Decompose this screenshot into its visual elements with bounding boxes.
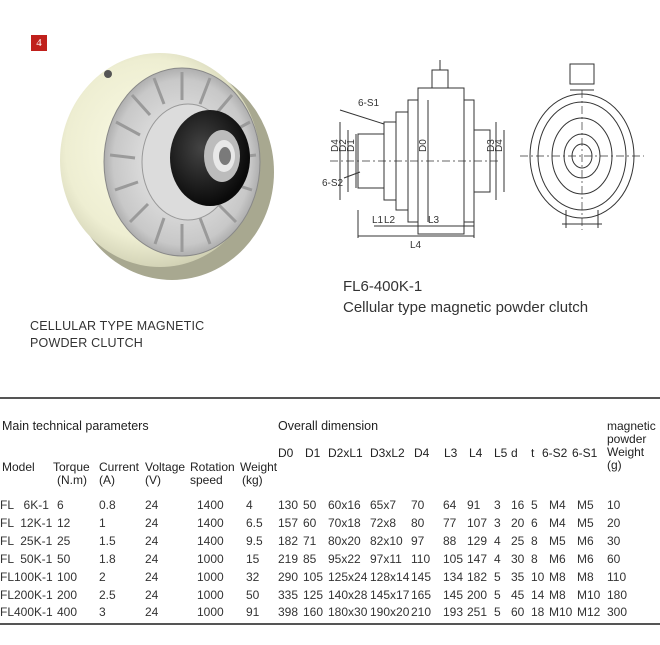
table-cell: 65x7: [370, 498, 397, 512]
table-cell: 157: [278, 515, 299, 530]
table-row-model: FL 6K-1: [0, 498, 49, 512]
table-cell: 6.5: [246, 515, 263, 530]
table-cell: 290: [278, 569, 299, 584]
table-cell: 16: [511, 498, 525, 512]
table-cell: 200: [57, 587, 78, 602]
table-cell: M8: [549, 569, 566, 584]
label-d0: D0: [418, 139, 429, 152]
table-cell: 50: [303, 498, 317, 512]
table-cell: 88: [443, 533, 457, 548]
table-cell: 4: [246, 498, 253, 512]
table-cell: 50: [57, 551, 71, 566]
photo-caption: [30, 318, 204, 352]
table-cell: 8: [531, 551, 538, 566]
table-cell: 35: [511, 569, 525, 584]
table-cell: 400: [57, 605, 78, 620]
label-s2: 6-S2: [322, 178, 344, 189]
label-l2: L2: [384, 215, 396, 226]
label-l3: L3: [428, 215, 440, 226]
table-cell: M12: [577, 605, 601, 620]
table-cell: 45: [511, 587, 525, 602]
photo-caption-line2: POWDER CLUTCH: [30, 336, 144, 350]
col-voltage: Voltage: [145, 460, 186, 474]
col-rotation: Rotation: [190, 460, 235, 474]
table-cell: 107: [467, 515, 488, 530]
col-d0: D0: [278, 446, 294, 460]
table-cell: 10: [531, 569, 545, 584]
dimension-drawing: [300, 60, 660, 260]
table-cell: 1400: [197, 533, 224, 548]
table-cell: 180x30: [328, 605, 368, 620]
table-cell: 129: [467, 533, 488, 548]
table-cell: 91: [246, 605, 260, 620]
table-cell: 5: [494, 605, 501, 620]
table-cell: 398: [278, 605, 299, 620]
col-l4: L4: [469, 446, 483, 460]
table-cell: M8: [549, 587, 566, 602]
table-row-model: FL 25K-1: [0, 533, 53, 548]
table-cell: 2: [99, 569, 106, 584]
table-cell: 77: [443, 515, 457, 530]
col-l3: L3: [444, 446, 458, 460]
col-weight-unit: (kg): [242, 473, 263, 487]
table-cell: 1.8: [99, 551, 116, 566]
table-cell: 10: [607, 498, 621, 512]
table-row-model: FL 12K-1: [0, 515, 53, 530]
table-cell: 335: [278, 587, 299, 602]
col-d4: D4: [414, 446, 430, 460]
col-d3l2: D3xL2: [370, 446, 405, 460]
table-cell: 32: [246, 569, 260, 584]
table-cell: 5: [494, 569, 501, 584]
table-cell: 3: [494, 515, 501, 530]
label-d3: D3: [486, 139, 497, 152]
table-cell: 1000: [197, 569, 224, 584]
col-model: Model: [2, 460, 35, 474]
table-cell: M8: [577, 569, 594, 584]
table-cell: 1000: [197, 587, 224, 602]
table-cell: 30: [511, 551, 525, 566]
table-cell: 71: [303, 533, 317, 548]
table-cell: M4: [549, 515, 566, 530]
table-cell: 80: [411, 515, 425, 530]
table-cell: 80x20: [328, 533, 361, 548]
table-cell: 300: [607, 605, 628, 620]
photo-caption-line1: CELLULAR TYPE MAGNETIC: [30, 319, 205, 333]
col-s1: 6-S1: [572, 446, 598, 460]
table-cell: 4: [494, 533, 501, 548]
col-s2: 6-S2: [542, 446, 568, 460]
table-cell: 134: [443, 569, 464, 584]
col-d: d: [511, 446, 518, 460]
section-number-badge: 4: [31, 35, 47, 51]
table-cell: 24: [145, 587, 159, 602]
table-cell: M10: [577, 587, 601, 602]
table-bottom-rule: [0, 623, 660, 625]
table-cell: 110: [411, 551, 431, 566]
label-s1: 6-S1: [358, 98, 380, 109]
table-cell: 97: [411, 533, 425, 548]
table-row-model: FL200K-1: [0, 587, 53, 602]
col-l5: L5: [494, 446, 508, 460]
model-description: Cellular type magnetic powder clutch: [343, 299, 589, 316]
col-d2l1: D2xL1: [328, 446, 363, 460]
table-cell: 125: [303, 587, 324, 602]
table-cell: 105: [303, 569, 324, 584]
col-powder-3: Weight: [607, 445, 645, 459]
table-cell: 130: [278, 498, 299, 512]
col-d1: D1: [305, 446, 321, 460]
table-cell: 12: [57, 515, 71, 530]
table-cell: 24: [145, 605, 159, 620]
table-cell: 1.5: [99, 533, 116, 548]
table-cell: 82x10: [370, 533, 403, 548]
label-l4: L4: [410, 240, 422, 251]
table-cell: 180: [607, 587, 628, 602]
col-current: Current: [99, 460, 140, 474]
model-series: FL6-400K-1: [343, 278, 423, 295]
table-cell: M5: [549, 533, 566, 548]
group-main-params: Main technical parameters: [2, 419, 149, 433]
col-powder-2: powder: [607, 432, 647, 446]
table-cell: 60: [511, 605, 525, 620]
table-cell: M6: [577, 551, 594, 566]
table-cell: M5: [577, 498, 594, 512]
table-cell: 190x20: [370, 605, 410, 620]
col-torque: Torque: [53, 460, 90, 474]
table-row-model: FL100K-1: [0, 569, 53, 584]
clutch-product-image: [60, 40, 280, 280]
table-top-rule: [0, 397, 660, 399]
table-cell: 1400: [197, 498, 224, 512]
table-cell: 182: [467, 569, 488, 584]
label-d4-left: D4: [330, 139, 341, 152]
group-overall-dimension: Overall dimension: [278, 419, 379, 433]
label-l1: L1: [372, 215, 384, 226]
table-cell: 70x18: [328, 515, 361, 530]
label-d4-right: D4: [494, 139, 505, 152]
table-cell: M10: [549, 605, 573, 620]
col-rotation-unit: speed: [190, 473, 223, 487]
table-row-model: FL 50K-1: [0, 551, 53, 566]
table-cell: 219: [278, 551, 299, 566]
table-cell: 24: [145, 551, 159, 566]
table-cell: 25: [511, 533, 525, 548]
table-cell: M5: [577, 515, 594, 530]
table-cell: 24: [145, 569, 159, 584]
table-cell: 30: [607, 533, 621, 548]
table-cell: 91: [467, 498, 481, 512]
table-cell: 97x11: [370, 551, 402, 566]
table-cell: 251: [467, 605, 488, 620]
table-cell: 8: [531, 533, 538, 548]
table-cell: 193: [443, 605, 464, 620]
table-cell: 125x24: [328, 569, 368, 584]
table-cell: 1000: [197, 551, 224, 566]
table-cell: 1000: [197, 605, 224, 620]
table-cell: 128x14: [370, 569, 410, 584]
table-cell: 4: [494, 551, 501, 566]
col-powder-4: (g): [607, 458, 622, 472]
table-cell: 24: [145, 498, 159, 512]
col-t: t: [531, 446, 535, 460]
table-cell: 64: [443, 498, 457, 512]
table-cell: 85: [303, 551, 317, 566]
col-voltage-unit: (V): [145, 473, 161, 487]
table-cell: 5: [531, 498, 538, 512]
table-cell: 25: [57, 533, 71, 548]
table-cell: 5: [494, 587, 501, 602]
table-cell: 20: [607, 515, 621, 530]
table-cell: 15: [246, 551, 260, 566]
table-cell: 145x17: [370, 587, 410, 602]
table-cell: 1: [99, 515, 106, 530]
table-cell: M4: [549, 498, 566, 512]
label-d2: D2: [338, 139, 349, 152]
table-cell: 6: [531, 515, 538, 530]
table-cell: 60: [303, 515, 317, 530]
model-caption: [343, 276, 588, 318]
table-cell: 3: [494, 498, 501, 512]
table-cell: 50: [246, 587, 260, 602]
table-cell: 145: [443, 587, 464, 602]
table-cell: 140x28: [328, 587, 368, 602]
table-cell: M6: [577, 533, 594, 548]
table-cell: 147: [467, 551, 488, 566]
table-row-model: FL400K-1: [0, 605, 53, 620]
col-torque-unit: (N.m): [57, 473, 87, 487]
table-cell: 14: [531, 587, 545, 602]
table-cell: 3: [99, 605, 106, 620]
label-d1: D1: [346, 139, 357, 152]
table-cell: 0.8: [99, 498, 116, 512]
table-cell: 60x16: [328, 498, 361, 512]
table-cell: 110: [607, 569, 627, 584]
table-cell: 9.5: [246, 533, 263, 548]
table-cell: 165: [411, 587, 432, 602]
table-cell: 105: [443, 551, 464, 566]
table-cell: 182: [278, 533, 299, 548]
col-powder-1: magnetic: [607, 419, 656, 433]
table-cell: 6: [57, 498, 64, 512]
table-cell: 2.5: [99, 587, 116, 602]
table-cell: 24: [145, 515, 159, 530]
col-current-unit: (A): [99, 473, 115, 487]
table-cell: 72x8: [370, 515, 397, 530]
table-cell: 210: [411, 605, 432, 620]
table-cell: 100: [57, 569, 78, 584]
table-cell: M6: [549, 551, 566, 566]
table-cell: 70: [411, 498, 425, 512]
table-cell: 60: [607, 551, 621, 566]
table-cell: 160: [303, 605, 324, 620]
table-cell: 18: [531, 605, 545, 620]
table-cell: 24: [145, 533, 159, 548]
table-cell: 20: [511, 515, 525, 530]
table-cell: 1400: [197, 515, 224, 530]
table-cell: 145: [411, 569, 432, 584]
table-cell: 95x22: [328, 551, 361, 566]
col-weight: Weight: [240, 460, 278, 474]
table-cell: 200: [467, 587, 488, 602]
